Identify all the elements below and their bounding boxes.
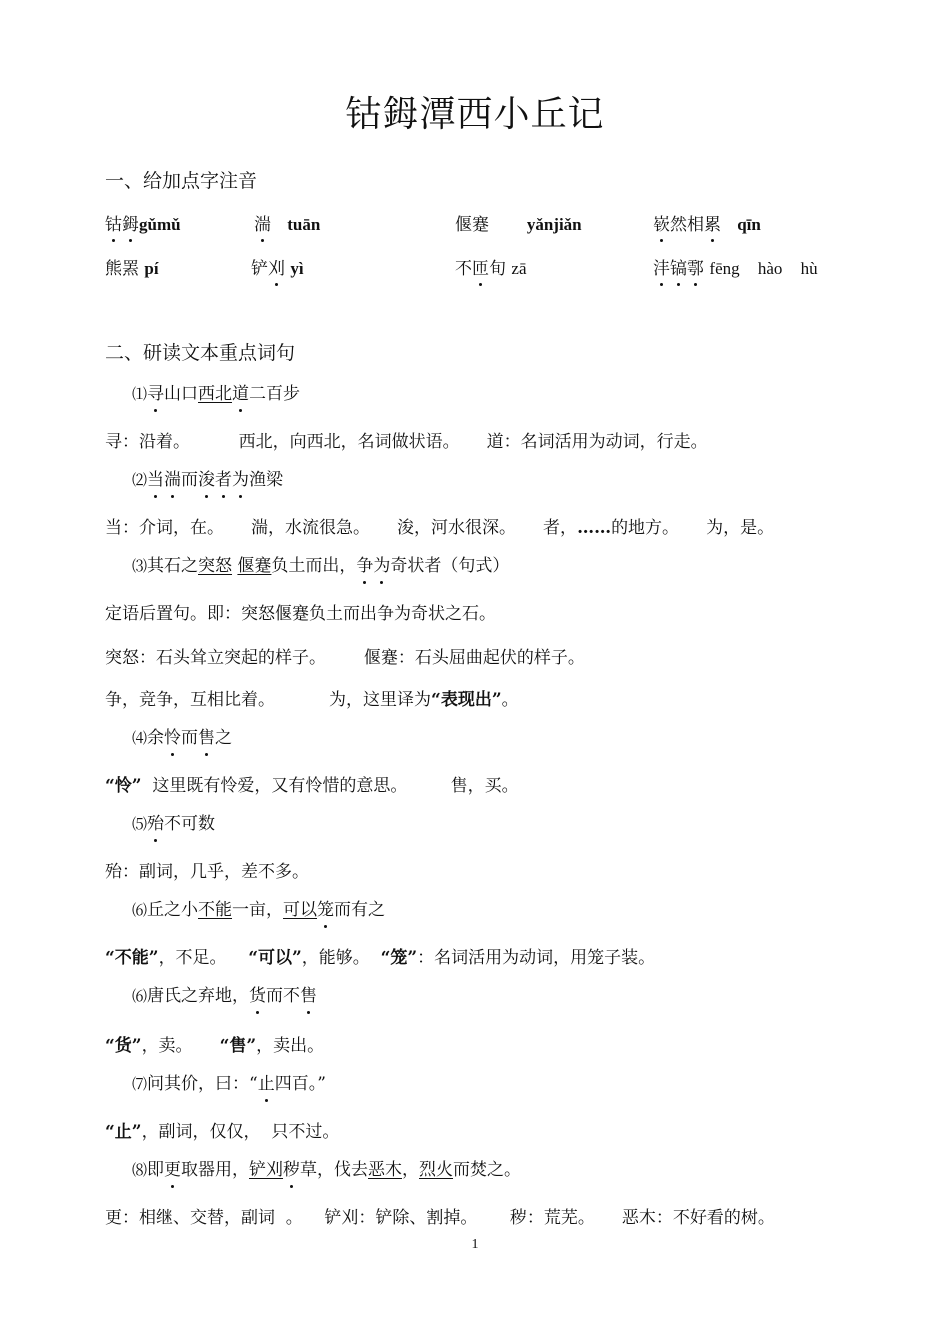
word-char: 然相 bbox=[670, 215, 704, 235]
word-char: 旬 bbox=[489, 259, 506, 279]
note-text: 这里既有怜爱，又有怜惜的意思。 售，买。 bbox=[141, 776, 519, 796]
word-char: 不 bbox=[455, 259, 472, 279]
sentence-line bbox=[132, 899, 385, 921]
item-number: ⑵ bbox=[132, 471, 148, 489]
word-char: 鄠 bbox=[687, 254, 704, 279]
phonetic-item-gumu bbox=[105, 210, 181, 235]
note-line bbox=[105, 689, 519, 711]
pinyin: qīn bbox=[737, 215, 761, 234]
item-number: ⑶ bbox=[132, 557, 148, 575]
sentence-text: ， bbox=[402, 1160, 420, 1180]
note-text: 殆：副词，几乎，差不多。 bbox=[105, 862, 309, 882]
phonetic-item-yi bbox=[251, 254, 304, 279]
bold-term: “笼” bbox=[380, 948, 418, 968]
word-char: 沣 bbox=[653, 254, 670, 279]
word-char: 钴 bbox=[105, 210, 122, 235]
underlined-phrase: 恶木 bbox=[368, 1160, 403, 1180]
section2-heading: 二、研读文本重点词句 bbox=[105, 342, 296, 364]
note-text: ，卖出。 bbox=[256, 1036, 325, 1056]
dotted-char: 争 bbox=[356, 556, 374, 576]
sentence-line bbox=[132, 469, 283, 491]
sentence-text: 而不 bbox=[266, 986, 301, 1006]
pinyin: gǔmǔ bbox=[139, 215, 181, 234]
sentence-line bbox=[132, 555, 509, 577]
dotted-char: 者 bbox=[215, 470, 233, 490]
item-number: ⑸ bbox=[132, 815, 148, 833]
note-text: ，副词，仅仅， 只不过。 bbox=[141, 1122, 340, 1142]
sentence-text: 问其价，曰：“ bbox=[147, 1074, 258, 1094]
sentence-text: 取器用， bbox=[181, 1160, 250, 1180]
underlined-phrase: 铲刈 bbox=[249, 1160, 284, 1180]
word-char: 鉧 bbox=[122, 210, 139, 235]
sentence-text: 四百。” bbox=[274, 1074, 326, 1094]
dotted-char: 货 bbox=[249, 986, 267, 1006]
item-number: ⑻ bbox=[132, 1161, 148, 1179]
underlined-phrase: 西北 bbox=[198, 384, 233, 404]
note-text: 更：相继、交替，副词 。 铲刈：铲除、割掉。 秽：荒芜。 恶木：不好看的树。 bbox=[105, 1208, 775, 1228]
dotted-char: 湍 bbox=[164, 470, 182, 490]
sentence-text: 而有之 bbox=[334, 900, 386, 920]
note-text: ，能够。 bbox=[301, 948, 381, 968]
section1-heading: 一、给加点字注音 bbox=[105, 170, 258, 192]
sentence-line bbox=[132, 1073, 326, 1095]
bold-term: “止” bbox=[105, 1122, 142, 1142]
dotted-char: 笼 bbox=[317, 900, 335, 920]
underlined-phrase: 烈火 bbox=[419, 1160, 454, 1180]
word-char: 镐 bbox=[670, 254, 687, 279]
note-line bbox=[105, 947, 655, 969]
note-line bbox=[105, 603, 496, 625]
phonetic-item-za bbox=[455, 254, 527, 279]
dotted-char: 为 bbox=[232, 470, 250, 490]
sentence-text: 唐氏之弃地， bbox=[147, 986, 250, 1006]
bold-term: …… bbox=[577, 518, 612, 538]
note-text: 争，竞争，互相比着。 为，这里译为 bbox=[105, 690, 432, 710]
sentence-text: 不可数 bbox=[164, 814, 216, 834]
sentence-text: 渔梁 bbox=[249, 470, 284, 490]
sentence-text: 即 bbox=[147, 1160, 165, 1180]
note-line bbox=[105, 647, 585, 669]
phonetic-item-qin bbox=[653, 210, 761, 235]
note-text: 的地方。 为，是。 bbox=[611, 518, 775, 538]
sentence-text: 而 bbox=[181, 470, 199, 490]
page-number: 1 bbox=[471, 1237, 479, 1252]
sentence-text: 而 bbox=[181, 728, 199, 748]
sentence-text: 草，伐去 bbox=[300, 1160, 369, 1180]
sentence-line bbox=[132, 727, 232, 749]
note-line bbox=[105, 431, 708, 453]
underlined-phrase: 可以 bbox=[283, 900, 318, 920]
bold-term: “售” bbox=[219, 1036, 257, 1056]
underlined-phrase: 偃蹇 bbox=[237, 556, 272, 576]
dotted-char: 怜 bbox=[164, 728, 182, 748]
dotted-char: 售 bbox=[300, 986, 318, 1006]
dotted-char: 当 bbox=[147, 470, 165, 490]
pinyin: tuān bbox=[287, 215, 321, 234]
word-char: 累 bbox=[704, 210, 721, 235]
phonetic-item-pi bbox=[105, 254, 159, 279]
note-line bbox=[105, 861, 309, 883]
word-char: 刈 bbox=[268, 254, 285, 279]
note-line bbox=[105, 1207, 775, 1229]
sentence-line bbox=[132, 383, 300, 405]
underlined-phrase: 突怒 bbox=[198, 556, 233, 576]
note-line bbox=[105, 1035, 324, 1057]
sentence-line bbox=[132, 1159, 521, 1181]
dotted-char: 寻 bbox=[147, 384, 165, 404]
sentence-text: 一亩， bbox=[232, 900, 284, 920]
dotted-char: 为 bbox=[373, 556, 391, 576]
note-line bbox=[105, 775, 519, 797]
word-char: 湍 bbox=[254, 210, 271, 235]
word-char: 匝 bbox=[472, 254, 489, 279]
phonetic-item-tuan bbox=[254, 210, 320, 235]
sentence-text: 奇状者（句式） bbox=[390, 556, 510, 576]
document-title: 钴鉧潭西小丘记 bbox=[345, 94, 605, 135]
dotted-char: 道 bbox=[232, 384, 250, 404]
pinyin: fēng hào hù bbox=[709, 259, 818, 278]
dotted-char: 浚 bbox=[198, 470, 216, 490]
pinyin: yì bbox=[290, 259, 304, 278]
sentence-text: 山口 bbox=[164, 384, 199, 404]
pinyin: pí bbox=[144, 259, 159, 278]
dotted-char: 秽 bbox=[283, 1160, 301, 1180]
word: 偃蹇 bbox=[455, 215, 489, 235]
note-text: 定语后置句。即：突怒偃蹇负土而出争为奇状之石。 bbox=[105, 604, 496, 624]
note-text: ：名词活用为动词，用笼子装。 bbox=[417, 948, 656, 968]
sentence-text: 二百步 bbox=[249, 384, 301, 404]
bold-term: “可以” bbox=[248, 948, 302, 968]
item-number: ⑷ bbox=[132, 729, 148, 747]
sentence-text: 丘之小 bbox=[147, 900, 199, 920]
item-number: ⑺ bbox=[132, 1075, 148, 1093]
item-number: ⑹ bbox=[132, 901, 148, 919]
dotted-char: 更 bbox=[164, 1160, 182, 1180]
sentence-text: 其石之 bbox=[147, 556, 199, 576]
sentence-text: 负土而出， bbox=[271, 556, 357, 576]
phonetic-item-yanjian bbox=[455, 210, 582, 235]
dotted-char: 止 bbox=[257, 1074, 275, 1094]
bold-term: “不能” bbox=[105, 948, 159, 968]
word-char: 铲 bbox=[251, 259, 268, 279]
sentence-line bbox=[132, 813, 215, 835]
sentence-line bbox=[132, 985, 317, 1007]
sentence-text: 而焚之。 bbox=[453, 1160, 522, 1180]
note-text: ，卖。 bbox=[141, 1036, 220, 1056]
pinyin: zā bbox=[511, 259, 527, 278]
bold-term: “货” bbox=[105, 1036, 142, 1056]
note-line bbox=[105, 1121, 339, 1143]
item-number: ⑴ bbox=[132, 385, 148, 403]
dotted-char: 售 bbox=[198, 728, 216, 748]
phonetic-item-fenghaohu bbox=[653, 254, 818, 279]
note-text: ，不足。 bbox=[158, 948, 249, 968]
note-text: 寻：沿着。 西北，向西北，名词做状语。 道：名词活用为动词，行走。 bbox=[105, 432, 708, 452]
bold-term: “表现出” bbox=[431, 690, 502, 710]
sentence-text: 之 bbox=[215, 728, 233, 748]
note-text: 当：介词，在。 湍，水流很急。 浚，河水很深。 者， bbox=[105, 518, 578, 538]
word-char: 嵚 bbox=[653, 210, 670, 235]
item-number: ⑹ bbox=[132, 987, 148, 1005]
note-text: 。 bbox=[501, 690, 519, 710]
dotted-char: 殆 bbox=[147, 814, 165, 834]
note-line bbox=[105, 517, 774, 539]
word: 熊罴 bbox=[105, 259, 139, 279]
underlined-phrase: 不能 bbox=[198, 900, 233, 920]
pinyin: yǎnjiǎn bbox=[526, 215, 582, 234]
bold-term: “怜” bbox=[105, 776, 142, 796]
note-text: 突怒：石头耸立突起的样子。 偃蹇：石头屈曲起伏的样子。 bbox=[105, 648, 585, 668]
sentence-text: 余 bbox=[147, 728, 165, 748]
